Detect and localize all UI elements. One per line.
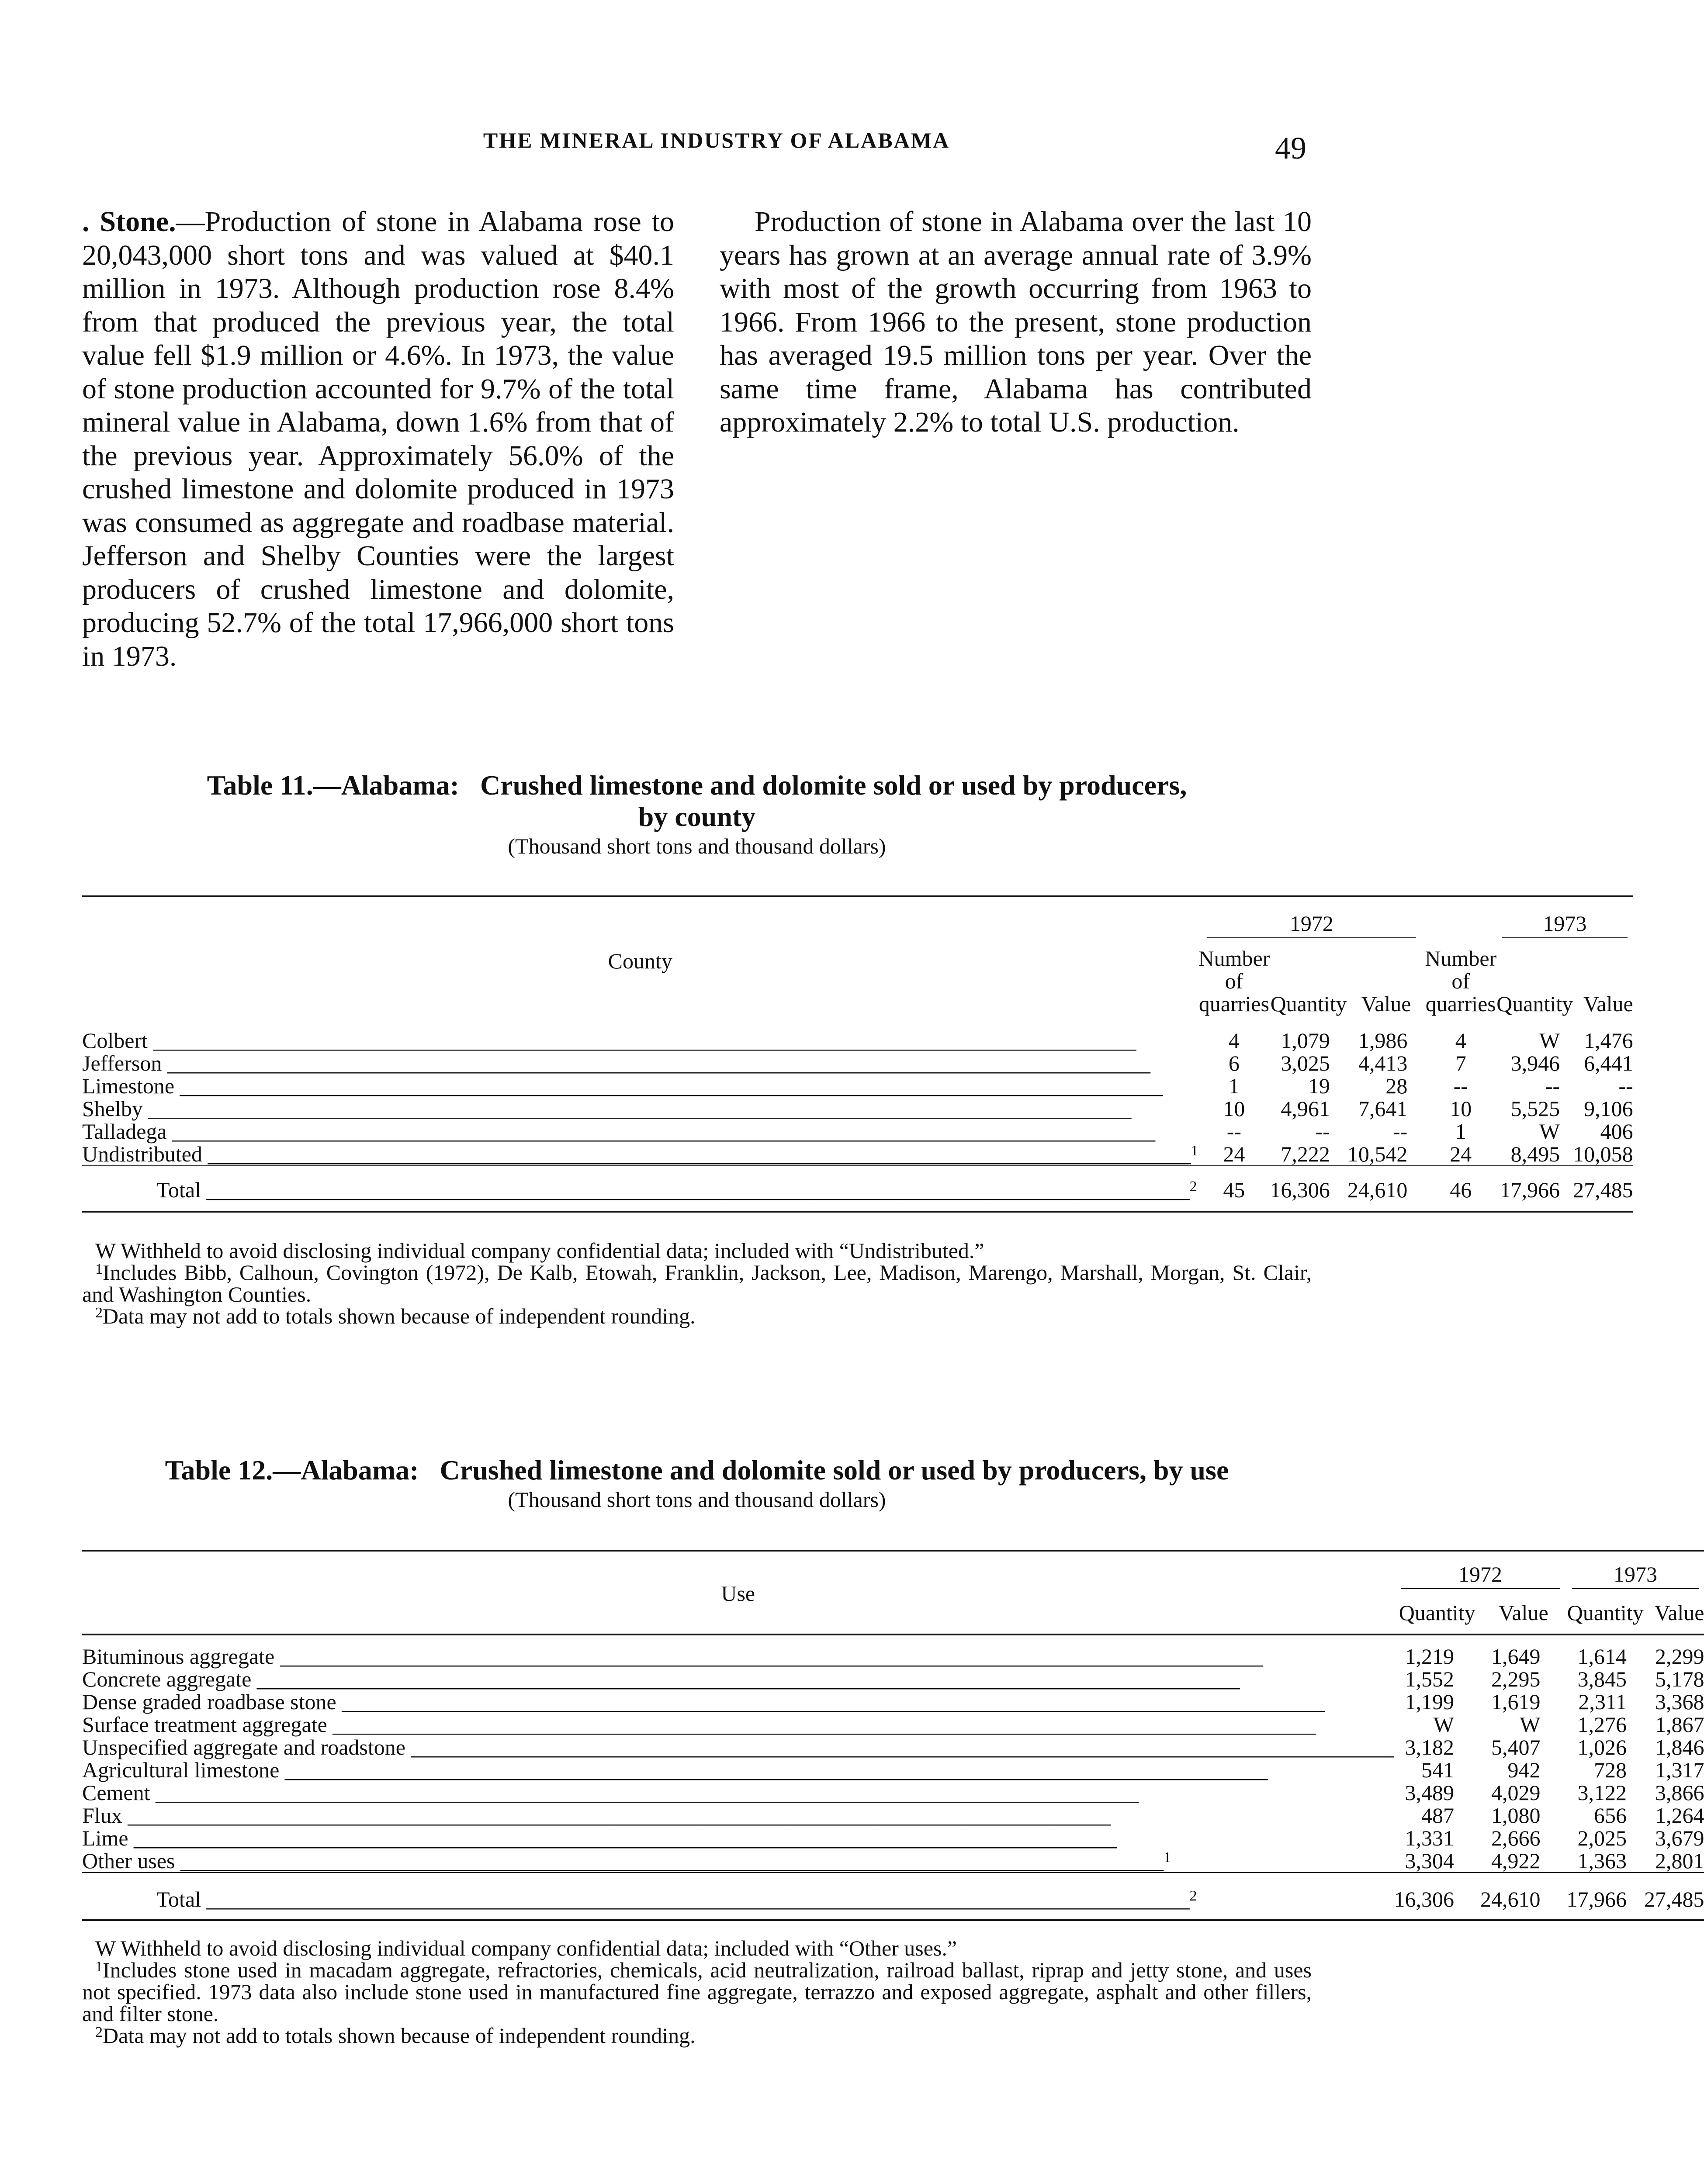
quantity-1972: 3,304 bbox=[1405, 1849, 1454, 1873]
value-1972: 1,649 bbox=[1491, 1644, 1541, 1669]
use-name: Concrete aggregate _____ bbox=[82, 1668, 1394, 1690]
value-1973: 1,846 bbox=[1655, 1735, 1704, 1759]
value-1972: 4,922 bbox=[1491, 1849, 1541, 1873]
quarries-1973: 10 bbox=[1450, 1096, 1472, 1121]
value-1972: 24,610 bbox=[1480, 1887, 1541, 1911]
value-1972: 2,295 bbox=[1491, 1667, 1541, 1691]
quarries-1972: 24 bbox=[1223, 1142, 1245, 1166]
table11-quarries-header-1972: Number of quarries bbox=[1198, 946, 1270, 1016]
table12-year1-header: 1972 bbox=[1394, 1551, 1566, 1589]
value-1972: W bbox=[1520, 1712, 1541, 1737]
quantity-1973: 1,026 bbox=[1577, 1735, 1627, 1759]
table-row bbox=[82, 1023, 1633, 1052]
quantity-1972: 1,199 bbox=[1405, 1690, 1454, 1714]
quantity-1972: -- bbox=[1315, 1119, 1330, 1144]
table11 bbox=[82, 895, 1633, 1213]
value-1973: 3,866 bbox=[1655, 1780, 1704, 1805]
value-1972: 1,986 bbox=[1358, 1028, 1408, 1053]
value-1972: 4,413 bbox=[1358, 1051, 1408, 1075]
table11-total-row bbox=[82, 1166, 1633, 1212]
quantity-1973: 1,276 bbox=[1577, 1712, 1627, 1737]
quantity-1973: 3,845 bbox=[1577, 1667, 1627, 1691]
quarries-1972: 45 bbox=[1223, 1178, 1245, 1202]
table11-caption-line1 bbox=[82, 770, 1312, 801]
quantity-1973: W bbox=[1539, 1119, 1560, 1144]
page-number: 49 bbox=[1275, 131, 1306, 166]
table12-value-header-1972: Value bbox=[1498, 1600, 1548, 1625]
table-row bbox=[82, 1759, 1704, 1781]
quantity-1973: W bbox=[1539, 1028, 1560, 1053]
total-label: Total _____ $^2$ bbox=[82, 1873, 1394, 1920]
table12-total-row bbox=[82, 1873, 1704, 1920]
value-1973: 3,679 bbox=[1655, 1826, 1704, 1850]
value-1972: 7,641 bbox=[1358, 1096, 1408, 1121]
use-name: Bituminous aggregate _____ bbox=[82, 1635, 1394, 1668]
total-label: Total _____ $^2$ bbox=[82, 1166, 1198, 1212]
quantity-1972: 487 bbox=[1421, 1803, 1454, 1828]
quantity-1973: 3,946 bbox=[1510, 1051, 1560, 1075]
quarries-1973: 4 bbox=[1455, 1028, 1466, 1053]
quantity-1972: 541 bbox=[1421, 1758, 1454, 1782]
use-name: Other uses _____ $^1$ bbox=[82, 1849, 1394, 1873]
quantity-1973: -- bbox=[1545, 1074, 1560, 1098]
body-text bbox=[82, 205, 1312, 686]
table12-note-w: W Withheld to avoid disclosing individual company confidential data; included with “Other uses.” bbox=[95, 1936, 957, 1960]
county-name: Shelby _____ bbox=[82, 1097, 1198, 1120]
quarries-1973: 7 bbox=[1455, 1051, 1466, 1075]
table-row bbox=[82, 1143, 1633, 1166]
quarries-1973: 46 bbox=[1450, 1178, 1472, 1202]
table-row bbox=[82, 1052, 1633, 1075]
quantity-1972: 3,025 bbox=[1281, 1051, 1330, 1075]
use-name: Unspecified aggregate and roadstone _____ bbox=[82, 1736, 1394, 1759]
table12-value-header-1973: Value bbox=[1654, 1600, 1704, 1625]
county-name: Undistributed _____ $^1$ bbox=[82, 1143, 1198, 1166]
value-1973: -- bbox=[1618, 1074, 1633, 1098]
quantity-1973: 2,311 bbox=[1578, 1690, 1627, 1714]
table12-body bbox=[82, 1635, 1704, 1920]
table11-caption bbox=[82, 770, 1312, 860]
quantity-1972: 1,219 bbox=[1405, 1644, 1454, 1669]
use-name: Agricultural limestone _____ bbox=[82, 1759, 1394, 1781]
quantity-1972: 3,182 bbox=[1405, 1735, 1454, 1759]
table12-caption-line1 bbox=[82, 1455, 1312, 1486]
table12-title: Crushed limestone and dolomite sold or used by producers, by use bbox=[440, 1455, 1229, 1486]
table11-value-header-1973: Value bbox=[1583, 992, 1633, 1016]
quantity-1972: 3,489 bbox=[1405, 1780, 1454, 1805]
quarries-1973: 24 bbox=[1450, 1142, 1472, 1166]
quantity-1972: 1,079 bbox=[1281, 1028, 1330, 1053]
value-1973: 1,264 bbox=[1655, 1803, 1704, 1828]
county-name: Colbert _____ bbox=[82, 1023, 1198, 1052]
table11-quantity-header-1972: Quantity bbox=[1270, 992, 1347, 1016]
quarries-1972: 1 bbox=[1228, 1074, 1240, 1098]
quantity-1972: 19 bbox=[1308, 1074, 1330, 1098]
table-row bbox=[82, 1713, 1704, 1736]
table12-label: Table 12.—Alabama: bbox=[165, 1455, 419, 1486]
quarries-1972: 10 bbox=[1223, 1096, 1245, 1121]
table11-title-line2: by county bbox=[638, 801, 756, 832]
quantity-1972: 1,552 bbox=[1405, 1667, 1454, 1691]
value-1973: 27,485 bbox=[1644, 1887, 1704, 1911]
value-1972: 24,610 bbox=[1347, 1178, 1408, 1202]
use-name: Lime _____ bbox=[82, 1827, 1394, 1849]
quantity-1972: 4,961 bbox=[1281, 1096, 1330, 1121]
table11-quarries-header-1973: Number of quarries bbox=[1425, 946, 1497, 1016]
value-1973: 2,801 bbox=[1655, 1849, 1704, 1873]
quantity-1973: 5,525 bbox=[1510, 1096, 1560, 1121]
value-1972: 10,542 bbox=[1347, 1142, 1408, 1166]
value-1972: 942 bbox=[1507, 1758, 1541, 1782]
table-row bbox=[82, 1827, 1704, 1849]
paragraph-stone bbox=[82, 205, 674, 673]
table11-label: Table 11.—Alabama: bbox=[207, 770, 459, 801]
table11-value-header-1972: Value bbox=[1361, 992, 1411, 1016]
county-name: Jefferson _____ bbox=[82, 1052, 1198, 1075]
quantity-1973: 1,614 bbox=[1577, 1644, 1627, 1669]
value-1973: 2,299 bbox=[1655, 1644, 1704, 1669]
table11-year2-header: 1973 bbox=[1496, 896, 1633, 938]
table12-caption bbox=[82, 1455, 1312, 1513]
value-1973: 5,178 bbox=[1655, 1667, 1704, 1691]
table11-footnotes bbox=[82, 1240, 1312, 1327]
paragraph-stone-text: —Production of stone in Alabama rose to 20,043,000 short tons and was valued at $40.1 million in 1973. Although production rose 8.4% from that produced the previous year, the total value fell $1.9 million or 4.6%. In 1973, the value of stone production accounted for 9.7% of the total mineral value in Alabama, down 1.6% from that of the previous year. Approximately 56.0% of the crushed limestone and dolomite produced in 1973 was consumed as aggregate and roadbase material. Jefferson and Shelby Counties were the largest producers of crushed limestone and dolomite, producing 52.7% of the total 17,966,000 short tons in 1973. bbox=[82, 206, 675, 672]
quantity-1972: 16,306 bbox=[1394, 1887, 1454, 1911]
table-row bbox=[82, 1690, 1704, 1713]
use-name: Dense graded roadbase stone _____ bbox=[82, 1690, 1394, 1713]
paragraph-growth: Production of stone in Alabama over the last 10 years has grown at an average annual rate of 3.9% with most of the growth occurring from 1963 to 1966. From 1966 to the present, stone production has averaged 19.5 million tons per year. Over the same time frame, Alabama has contributed approximately 2.2% to total U.S. production. bbox=[720, 206, 1312, 438]
quarries-1973: -- bbox=[1453, 1074, 1468, 1098]
table12-year2-header: 1973 bbox=[1566, 1551, 1704, 1589]
value-1972: 1,080 bbox=[1491, 1803, 1541, 1828]
table-row bbox=[82, 1668, 1704, 1690]
table11-quantity-header-1973: Quantity bbox=[1496, 992, 1573, 1016]
table-row bbox=[82, 1736, 1704, 1759]
value-1972: 28 bbox=[1385, 1074, 1408, 1098]
value-1972: 1,619 bbox=[1491, 1690, 1541, 1714]
table12 bbox=[82, 1550, 1704, 1921]
table11-body bbox=[82, 1023, 1633, 1212]
county-name: Talladega _____ bbox=[82, 1120, 1198, 1143]
quantity-1973: 17,966 bbox=[1566, 1887, 1627, 1911]
value-1973: 406 bbox=[1600, 1119, 1633, 1144]
use-name: Cement _____ bbox=[82, 1781, 1394, 1804]
quantity-1972: 16,306 bbox=[1270, 1178, 1330, 1202]
quantity-1973: 3,122 bbox=[1577, 1780, 1627, 1805]
value-1972: -- bbox=[1393, 1119, 1408, 1144]
table11-note-w: W Withheld to avoid disclosing individual company confidential data; included with “Undistributed.” bbox=[95, 1238, 984, 1263]
quarries-1972: 4 bbox=[1228, 1028, 1240, 1053]
table-row bbox=[82, 1635, 1704, 1668]
value-1972: 5,407 bbox=[1491, 1735, 1541, 1759]
value-1973: 1,476 bbox=[1584, 1028, 1633, 1053]
quantity-1972: 1,331 bbox=[1405, 1826, 1454, 1850]
quantity-1973: 8,495 bbox=[1510, 1142, 1560, 1166]
use-name: Surface treatment aggregate _____ bbox=[82, 1713, 1394, 1736]
value-1973: 10,058 bbox=[1573, 1142, 1633, 1166]
table11-note-2: $^2$Data may not add to totals shown because of independent rounding. bbox=[95, 1304, 696, 1328]
table12-note-1: $^1$Includes stone used in macadam aggregate, refractories, chemicals, acid neutralization, railroad ballast, riprap and jetty stone, and uses not specified. 1973 data also include stone used in manufactured fine aggregate, terrazzo and exposed aggregate, asphalt and other fillers, and filter stone. bbox=[82, 1958, 1312, 2026]
table-row bbox=[82, 1781, 1704, 1804]
table12-quantity-header-1972: Quantity bbox=[1399, 1600, 1475, 1625]
body-column-left bbox=[82, 205, 674, 686]
quantity-1973: 1,363 bbox=[1577, 1849, 1627, 1873]
quantity-1973: 2,025 bbox=[1577, 1826, 1627, 1850]
table-row bbox=[82, 1849, 1704, 1873]
use-name: Flux _____ bbox=[82, 1804, 1394, 1827]
running-title: THE MINERAL INDUSTRY OF ALABAMA bbox=[483, 128, 950, 152]
table12-footnotes bbox=[82, 1937, 1312, 2046]
quarries-1972: -- bbox=[1226, 1119, 1242, 1144]
quarries-1973: 1 bbox=[1455, 1119, 1466, 1144]
table11-title: Crushed limestone and dolomite sold or used by producers, bbox=[480, 770, 1187, 801]
table-row bbox=[82, 1120, 1633, 1143]
county-name: Limestone _____ bbox=[82, 1075, 1198, 1097]
value-1973: 27,485 bbox=[1573, 1178, 1633, 1202]
quarries-1972: 6 bbox=[1228, 1051, 1240, 1075]
table12-use-header: Use bbox=[721, 1581, 755, 1606]
value-1973: 6,441 bbox=[1584, 1051, 1633, 1075]
value-1972: 4,029 bbox=[1491, 1780, 1541, 1805]
run-in-heading: . Stone. bbox=[82, 206, 176, 238]
value-1972: 2,666 bbox=[1491, 1826, 1541, 1850]
table11-county-header: County bbox=[608, 949, 672, 973]
value-1973: 3,368 bbox=[1655, 1690, 1704, 1714]
quantity-1972: W bbox=[1433, 1712, 1454, 1737]
value-1973: 1,867 bbox=[1655, 1712, 1704, 1737]
value-1973: 1,317 bbox=[1655, 1758, 1704, 1782]
quantity-1973: 656 bbox=[1593, 1803, 1627, 1828]
quantity-1972: 7,222 bbox=[1281, 1142, 1330, 1166]
table11-note-1: $^1$Includes Bibb, Calhoun, Covington (1972), De Kalb, Etowah, Franklin, Jackson, Lee, Madison, Marengo, Marshall, Morgan, St. Clair, and Washington Counties. bbox=[82, 1260, 1312, 1306]
table12-note-2: $^2$Data may not add to totals shown because of independent rounding. bbox=[95, 2023, 696, 2048]
table12-units: (Thousand short tons and thousand dollars) bbox=[508, 1487, 886, 1512]
table-row bbox=[82, 1804, 1704, 1827]
table-row bbox=[82, 1097, 1633, 1120]
table-row bbox=[82, 1075, 1633, 1097]
quantity-1973: 728 bbox=[1593, 1758, 1627, 1782]
value-1973: 9,106 bbox=[1584, 1096, 1633, 1121]
table12-quantity-header-1973: Quantity bbox=[1567, 1600, 1644, 1625]
body-column-right bbox=[720, 205, 1312, 686]
quantity-1973: 17,966 bbox=[1500, 1178, 1560, 1202]
table11-year1-header: 1972 bbox=[1198, 896, 1425, 938]
table11-units: (Thousand short tons and thousand dollars) bbox=[508, 834, 886, 858]
